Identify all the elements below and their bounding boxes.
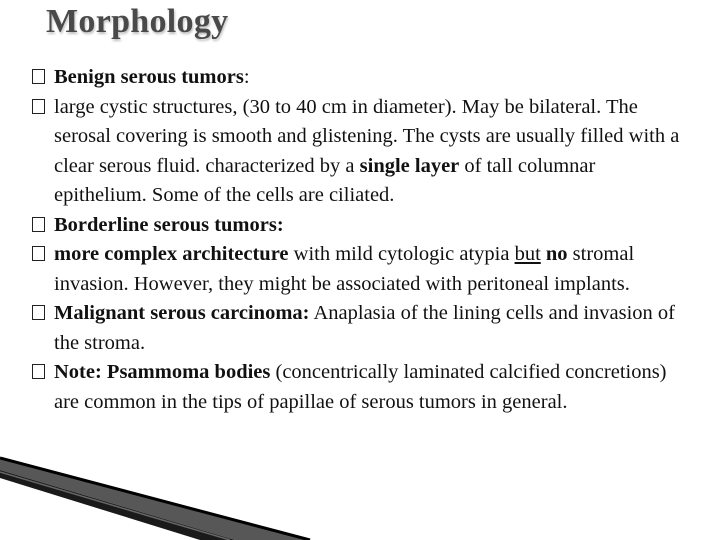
bullet-text: stromal invasion. However, they might be associated with peritoneal implants. <box>54 243 635 295</box>
bullet-text: Anaplasia of the lining cells and invasion of the stroma. <box>54 302 675 354</box>
bullet-text: : <box>243 66 250 88</box>
bullet-text: but <box>514 243 541 265</box>
bullet-item <box>32 299 687 358</box>
bullet-box-icon <box>32 217 45 232</box>
bullet-box-icon <box>32 69 45 84</box>
bullet-list <box>32 63 687 417</box>
bullet-item <box>32 240 687 299</box>
bullet-text: Borderline serous tumors: <box>54 213 284 236</box>
bullet-box-icon <box>32 99 45 114</box>
bullet-text: single layer <box>359 154 460 177</box>
bullet-text: Note: Psammoma bodies <box>54 361 271 383</box>
bullet-text: with mild cytologic atypia <box>288 243 515 265</box>
bullet-text: Malignant serous carcinoma: <box>54 302 310 324</box>
bullet-text: (concentrically laminated calcified concretions) are common in the tips of papillae of serous tumors in general. <box>54 361 667 413</box>
bullet-item <box>32 211 687 241</box>
bullet-box-icon <box>32 305 45 320</box>
bullet-box-icon <box>32 246 45 261</box>
bullet-item <box>32 93 687 211</box>
slide-title: Morphology <box>46 3 229 40</box>
bullet-text: large cystic structures, (30 to 40 cm in diameter). May be bilateral. The serosal covering is smooth and glistening. The cysts are usually filled with a clear serous fluid. characterized by a <box>54 95 680 177</box>
bullet-text: no <box>545 243 568 265</box>
bullet-item <box>32 63 687 93</box>
bullet-item <box>32 358 687 417</box>
bullet-box-icon <box>32 364 45 379</box>
bullet-text: of tall columnar epithelium. Some of the cells are ciliated. <box>54 154 596 206</box>
bullet-text: more complex architecture <box>54 243 289 265</box>
bullet-text: Benign serous tumors <box>54 66 244 88</box>
